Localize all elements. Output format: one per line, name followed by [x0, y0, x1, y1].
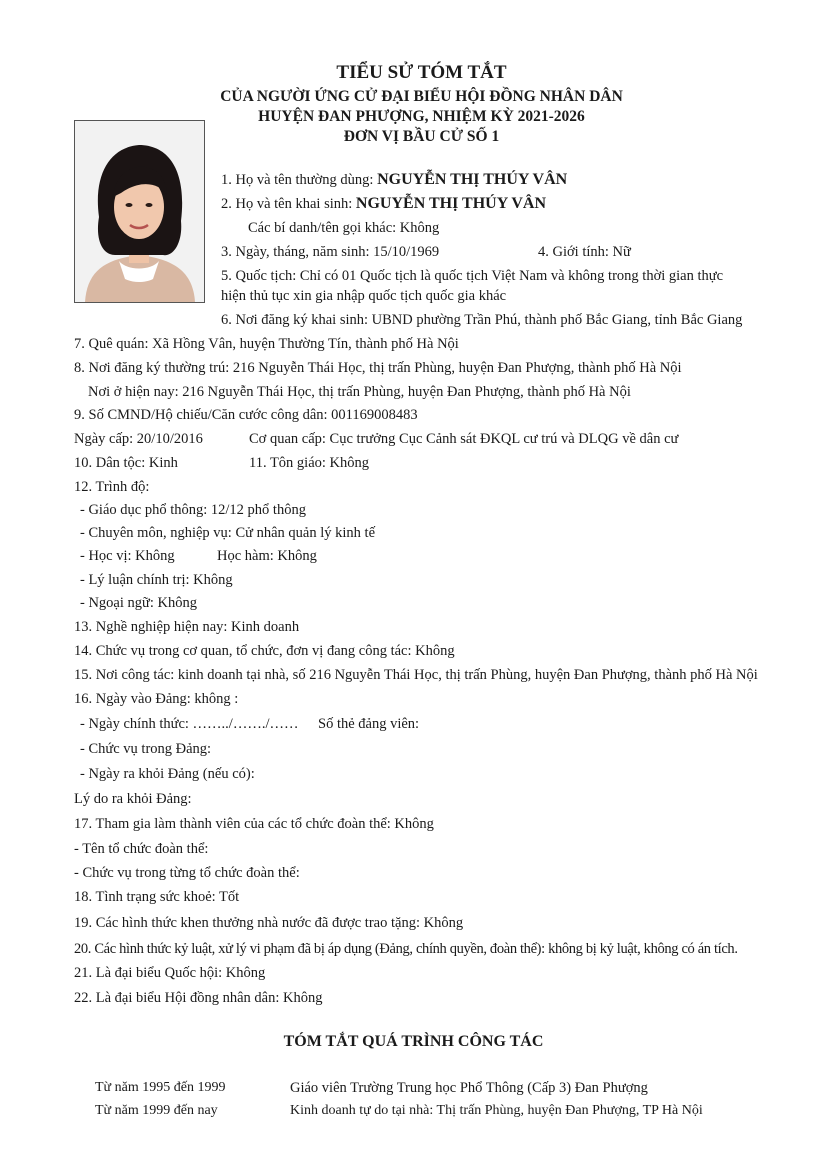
field-specialty: - Chuyên môn, nghiệp vụ: Cử nhân quản lý kinh tế: [80, 525, 376, 541]
portrait-icon: [75, 121, 204, 302]
field-issue-org: Cơ quan cấp: Cục trưởng Cục Cảnh sát ĐKQL cư trú và DLQG về dân cư: [249, 431, 679, 447]
field-political-theory: - Lý luận chính trị: Không: [80, 572, 233, 588]
field-hometown: 7. Quê quán: Xã Hồng Vân, huyện Thường Tín, thành phố Hà Nội: [74, 336, 459, 352]
section-title-work-history: TÓM TẮT QUÁ TRÌNH CÔNG TÁC: [283, 1033, 544, 1050]
field-value: NGUYỄN THỊ THÚY VÂN: [377, 171, 568, 188]
portrait-photo: [74, 120, 205, 303]
field-birth-date: 3. Ngày, tháng, năm sinh: 15/10/1969: [221, 244, 440, 260]
field-birth-registration: 6. Nơi đăng ký khai sinh: UBND phường Trần Phú, thành phố Bắc Giang, tỉnh Bắc Giang: [221, 312, 743, 328]
field-label: 2. Họ và tên khai sinh:: [221, 196, 353, 212]
field-organizations: 17. Tham gia làm thành viên của các tổ chức đoàn thể: Không: [74, 816, 434, 832]
field-occupation: 13. Nghề nghiệp hiện nay: Kinh doanh: [74, 619, 300, 635]
field-religion: 11. Tôn giáo: Không: [249, 455, 370, 471]
field-party-leave-date: - Ngày ra khỏi Đảng (nếu có):: [80, 766, 255, 782]
document-subtitle-3: ĐƠN VỊ BẦU CỬ SỐ 1: [343, 128, 500, 145]
work-period: Từ năm 1999 đến nay: [95, 1103, 218, 1118]
field-party-card: Số thẻ đảng viên:: [318, 716, 420, 732]
field-foreign-language: - Ngoại ngữ: Không: [80, 595, 197, 611]
work-period: Từ năm 1995 đến 1999: [95, 1080, 226, 1095]
field-permanent-address: 8. Nơi đăng ký thường trú: 216 Nguyễn Thái Học, thị trấn Phùng, huyện Đan Phượng, thành phố Hà Nội: [74, 360, 682, 376]
work-description: Kinh doanh tự do tại nhà: Thị trấn Phùng, huyện Đan Phượng, TP Hà Nội: [290, 1103, 703, 1118]
field-academic-title: Học hàm: Không: [217, 548, 317, 564]
field-nationality-cont: hiện thủ tục xin gia nhập quốc tịch quốc gia khác: [221, 288, 507, 304]
field-aliases: Các bí danh/tên gọi khác: Không: [248, 220, 440, 236]
field-value: NGUYỄN THỊ THÚY VÂN: [355, 195, 547, 212]
field-nationality: 5. Quốc tịch: Chỉ có 01 Quốc tịch là quốc tịch Việt Nam và không trong thời gian thực: [221, 268, 724, 284]
field-birth-name: [221, 195, 546, 213]
field-issue-date: Ngày cấp: 20/10/2016: [74, 431, 203, 447]
field-education-heading: 12. Trình độ:: [74, 479, 150, 495]
field-peoples-council: 22. Là đại biểu Hội đồng nhân dân: Không: [74, 990, 323, 1006]
field-position: 14. Chức vụ trong cơ quan, tổ chức, đơn vị đang công tác: Không: [74, 643, 455, 659]
field-health: 18. Tình trạng sức khoẻ: Tốt: [74, 889, 240, 905]
field-label: 1. Họ và tên thường dùng:: [221, 172, 374, 188]
document-subtitle-1: CỦA NGƯỜI ỨNG CỬ ĐẠI BIỂU HỘI ĐỒNG NHÂN DÂN: [220, 88, 623, 105]
field-gender: 4. Giới tính: Nữ: [538, 244, 631, 260]
field-degree: - Học vị: Không: [80, 548, 175, 564]
field-workplace: 15. Nơi công tác: kinh doanh tại nhà, số 216 Nguyễn Thái Học, thị trấn Phùng, huyện Đan Phượng, thành phố Hà Nội: [74, 667, 758, 683]
field-ethnicity: 10. Dân tộc: Kinh: [74, 455, 178, 471]
field-id-number: 9. Số CMND/Hộ chiếu/Căn cước công dân: 001169008483: [74, 407, 418, 423]
field-general-education: - Giáo dục phổ thông: 12/12 phổ thông: [80, 502, 306, 518]
document-subtitle-2: HUYỆN ĐAN PHƯỢNG, NHIỆM KỲ 2021-2026: [258, 108, 585, 125]
field-organization-position: - Chức vụ trong từng tổ chức đoàn thể:: [74, 865, 300, 881]
document-title: TIỂU SỬ TÓM TẮT: [336, 62, 507, 83]
field-organization-name: - Tên tổ chức đoàn thể:: [74, 841, 209, 857]
field-national-assembly: 21. Là đại biểu Quốc hội: Không: [74, 965, 266, 981]
field-common-name: [221, 171, 567, 189]
field-party-leave-reason: Lý do ra khỏi Đảng:: [74, 791, 192, 807]
field-current-address: Nơi ở hiện nay: 216 Nguyễn Thái Học, thị trấn Phùng, huyện Đan Phượng, thành phố Hà Nội: [88, 384, 631, 400]
field-party-join-date: 16. Ngày vào Đảng: không :: [74, 691, 239, 707]
field-official-date: - Ngày chính thức: ……../……./……: [80, 716, 299, 732]
field-awards: 19. Các hình thức khen thưởng nhà nước đã được trao tặng: Không: [74, 915, 464, 931]
work-description: Giáo viên Trường Trung học Phổ Thông (Cấp 3) Đan Phượng: [290, 1080, 648, 1096]
field-discipline: 20. Các hình thức kỷ luật, xử lý vi phạm đã bị áp dụng (Đảng, chính quyền, đoàn thể): không bị kỷ luật, không có án tích.: [74, 941, 738, 957]
field-party-position: - Chức vụ trong Đảng:: [80, 741, 212, 757]
